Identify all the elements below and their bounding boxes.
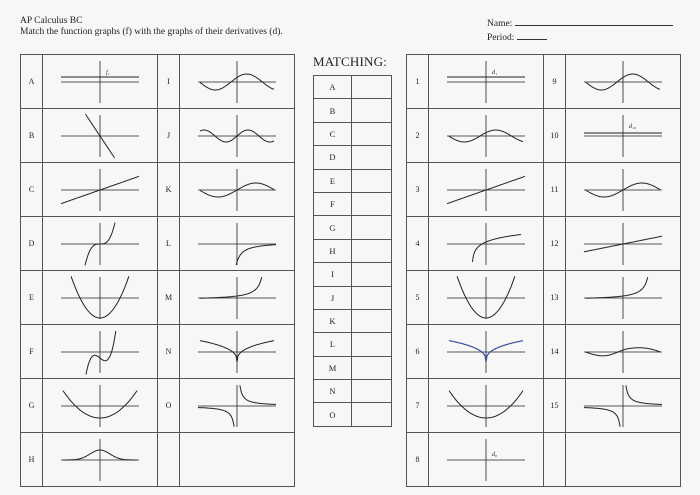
derivative-graphs-table (406, 54, 681, 487)
course-title: AP Calculus BC (20, 16, 83, 26)
derivative-graph-cell (429, 109, 544, 163)
function-graph-cell (180, 271, 295, 325)
derivative-graph-bump-flat (566, 326, 679, 378)
function-row (21, 109, 295, 163)
matching-row (314, 356, 392, 379)
matching-answer-cell[interactable] (352, 99, 392, 122)
derivative-row (407, 325, 681, 379)
name-label: Name: (487, 19, 513, 29)
derivative-graph-cell (429, 379, 544, 433)
matching-letter: I (314, 263, 352, 286)
derivative-row (407, 379, 681, 433)
matching-letter: K (314, 309, 352, 332)
derivative-graph-cell (566, 217, 681, 271)
function-graph-cell (180, 109, 295, 163)
function-label: B (21, 109, 43, 163)
function-label: C (21, 163, 43, 217)
derivative-graph-cell (429, 217, 544, 271)
derivative-graph-cell (429, 163, 544, 217)
function-graph-cell (180, 163, 295, 217)
derivative-label: 14 (544, 325, 566, 379)
header-left (20, 16, 283, 38)
function-row (21, 271, 295, 325)
matching-letter: G (314, 216, 352, 239)
derivative-graph-wide-parabola (429, 380, 542, 432)
matching-letter: E (314, 169, 352, 192)
function-graph-increasing-line (43, 164, 156, 216)
matching-answer-cell[interactable] (352, 239, 392, 262)
matching-row (314, 122, 392, 145)
derivative-graph-cell (566, 163, 681, 217)
matching-letter: D (314, 146, 352, 169)
derivative-graph-two-horizontal-lines (429, 56, 542, 108)
function-graph-two-horizontal-lines (43, 56, 156, 108)
matching-answer-cell[interactable] (352, 286, 392, 309)
derivative-graph-cell (566, 325, 681, 379)
derivative-graph-sine-wave-small (429, 110, 542, 162)
function-graph-cell (43, 433, 158, 487)
derivative-graph-single-horizontal-line (429, 434, 542, 486)
header-right (487, 16, 673, 44)
matching-letter: F (314, 192, 352, 215)
matching-letter: H (314, 239, 352, 262)
derivative-label: 8 (407, 433, 429, 487)
function-graph-cell (180, 217, 295, 271)
derivative-row (407, 217, 681, 271)
derivative-graph-cusp-down-blue (429, 326, 542, 378)
function-graph-cell (180, 433, 295, 487)
function-row (21, 379, 295, 433)
derivative-row (407, 163, 681, 217)
function-label: F (21, 325, 43, 379)
matching-row (314, 76, 392, 99)
derivative-graph-sine-wave (566, 56, 679, 108)
derivative-graph-cell (429, 433, 544, 487)
function-row (21, 325, 295, 379)
function-graph-cell (180, 325, 295, 379)
function-graph-cell (43, 217, 158, 271)
matching-answer-cell[interactable] (352, 356, 392, 379)
function-label: K (158, 163, 180, 217)
derivative-label: 7 (407, 379, 429, 433)
matching-answer-cell[interactable] (352, 146, 392, 169)
matching-row (314, 99, 392, 122)
derivative-label: 15 (544, 379, 566, 433)
derivative-label: 11 (544, 163, 566, 217)
function-label: E (21, 271, 43, 325)
matching-answer-cell[interactable] (352, 76, 392, 99)
derivative-label: 13 (544, 271, 566, 325)
derivative-row (407, 433, 681, 487)
derivative-graph-log-curve (429, 218, 542, 270)
derivative-row (407, 109, 681, 163)
function-label: L (158, 217, 180, 271)
matching-row (314, 169, 392, 192)
graph-annotation: f₁ (106, 69, 110, 76)
graph-annotation: d₈ (492, 451, 498, 458)
function-graph-cell (43, 55, 158, 109)
function-graph-cell (43, 271, 158, 325)
function-label: D (21, 217, 43, 271)
derivative-graph-two-horizontal-lines-flat (566, 110, 679, 162)
derivative-graph-cell (429, 271, 544, 325)
matching-answer-cell[interactable] (352, 122, 392, 145)
derivative-graph-cell (566, 55, 681, 109)
matching-table (313, 75, 392, 427)
derivative-graph-cell (566, 271, 681, 325)
derivative-row (407, 271, 681, 325)
matching-letter: O (314, 403, 352, 426)
function-graph-double-sine-wave (180, 110, 293, 162)
name-field[interactable] (487, 16, 673, 30)
derivative-label: 6 (407, 325, 429, 379)
matching-answer-cell[interactable] (352, 333, 392, 356)
matching-row (314, 239, 392, 262)
matching-letter: A (314, 76, 352, 99)
derivative-label: 4 (407, 217, 429, 271)
matching-row (314, 333, 392, 356)
function-label: H (21, 433, 43, 487)
function-graph-cusp-down (180, 326, 293, 378)
function-row (21, 433, 295, 487)
derivative-label: 1 (407, 55, 429, 109)
function-graph-cell (180, 55, 295, 109)
graph-annotation: d₁₀ (629, 123, 637, 130)
derivative-label (544, 433, 566, 487)
function-graph-cubic-steep (43, 218, 156, 270)
derivative-graph-parabola-up (429, 272, 542, 324)
function-graph-parabola-up (43, 272, 156, 324)
matching-row (314, 146, 392, 169)
matching-answer-cell[interactable] (352, 192, 392, 215)
matching-answer-cell[interactable] (352, 216, 392, 239)
matching-answer-cell[interactable] (352, 169, 392, 192)
function-row (21, 163, 295, 217)
function-graph-decay-curve (180, 218, 293, 270)
matching-letter: N (314, 380, 352, 403)
function-graph-sine-wave (180, 56, 293, 108)
function-label: J (158, 109, 180, 163)
function-label: O (158, 379, 180, 433)
function-graph-growth-curve (180, 272, 293, 324)
matching-letter: L (314, 333, 352, 356)
matching-answer-cell[interactable] (352, 309, 392, 332)
derivative-graph-increasing-line (429, 164, 542, 216)
derivative-graph-increasing-line-shallow (566, 218, 679, 270)
function-graph-wide-parabola (43, 380, 156, 432)
matching-letter: J (314, 286, 352, 309)
function-graph-cell (43, 163, 158, 217)
derivative-label: 9 (544, 55, 566, 109)
matching-row (314, 380, 392, 403)
matching-answer-cell[interactable] (352, 263, 392, 286)
derivative-graph-growth-curve (566, 272, 679, 324)
function-label: N (158, 325, 180, 379)
derivative-graph-cell (566, 109, 681, 163)
function-label: I (158, 55, 180, 109)
function-graphs-table (20, 54, 295, 487)
derivative-graph-cell (566, 379, 681, 433)
matching-letter: M (314, 356, 352, 379)
derivative-label: 2 (407, 109, 429, 163)
derivative-graph-cell (566, 433, 681, 487)
matching-answer-cell[interactable] (352, 403, 392, 426)
derivative-label: 10 (544, 109, 566, 163)
graph-annotation: d₁ (492, 69, 498, 76)
derivative-label: 5 (407, 271, 429, 325)
function-graph-cell (43, 325, 158, 379)
matching-row (314, 286, 392, 309)
matching-title: MATCHING: (313, 54, 388, 69)
derivative-row (407, 55, 681, 109)
function-graph-cell (43, 379, 158, 433)
function-graph-cell (43, 109, 158, 163)
function-graph-hyperbola (180, 380, 293, 432)
matching-letter: C (314, 122, 352, 145)
function-graph-sine-cross (180, 164, 293, 216)
matching-row (314, 192, 392, 215)
function-row (21, 217, 295, 271)
period-field[interactable] (487, 30, 673, 44)
function-row (21, 55, 295, 109)
derivative-label: 12 (544, 217, 566, 271)
derivative-graph-cell (429, 325, 544, 379)
matching-answer-cell[interactable] (352, 380, 392, 403)
derivative-graph-cell (429, 55, 544, 109)
matching-row (314, 403, 392, 426)
period-label: Period: (487, 33, 515, 43)
function-label: A (21, 55, 43, 109)
matching-row (314, 309, 392, 332)
instructions: Match the function graphs (f) with the graphs of their derivatives (d). (20, 27, 283, 37)
derivative-graph-hyperbola (566, 380, 679, 432)
function-label: G (21, 379, 43, 433)
derivative-graph-sine-cross (566, 164, 679, 216)
function-graph-steep-decreasing-line (43, 110, 156, 162)
derivative-label: 3 (407, 163, 429, 217)
matching-letter: B (314, 99, 352, 122)
function-label (158, 433, 180, 487)
matching-row (314, 216, 392, 239)
function-graph-cubic-wave (43, 326, 156, 378)
function-graph-cell (180, 379, 295, 433)
function-label: M (158, 271, 180, 325)
function-graph-bell-curve (43, 434, 156, 486)
matching-row (314, 263, 392, 286)
